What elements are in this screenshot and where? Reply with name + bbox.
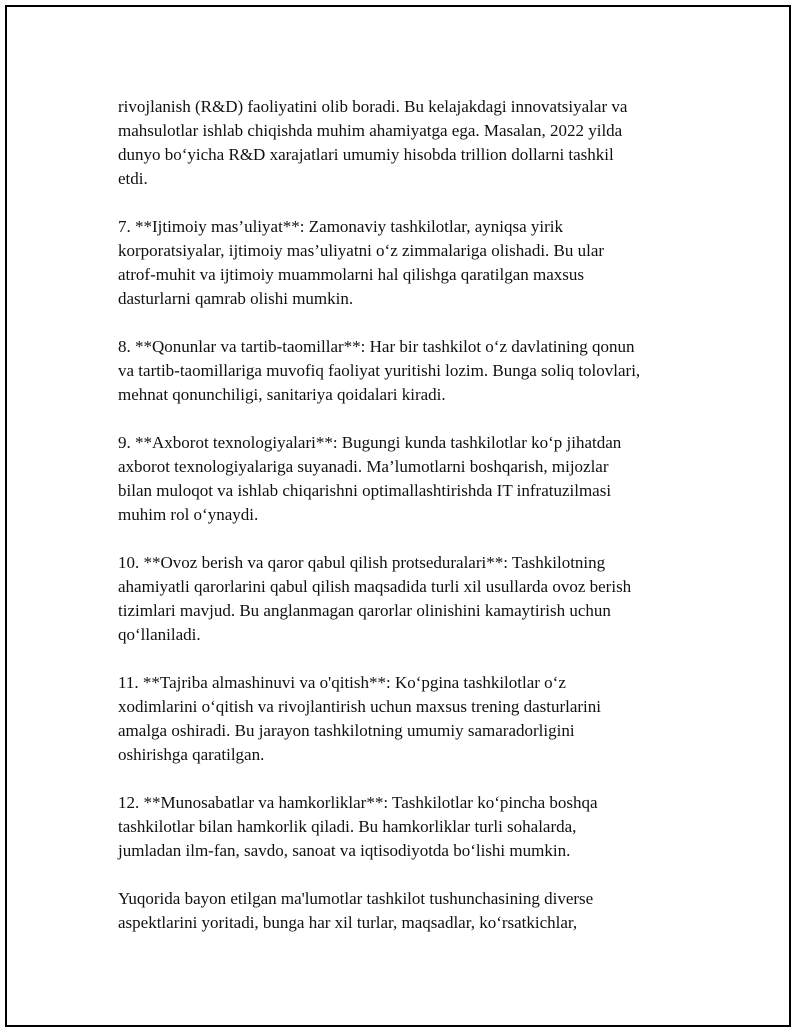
paragraph-laws-and-procedures: 8. **Qonunlar va tartib-taomillar**: Har bir tashkilot o‘z davlatining qonun va tartib-taomillariga muvofiq faoliyat yuritishi lozim. Bunga soliq tolovlari, mehnat qonunchiligi, sanitariya qoidalari kiradi. <box>118 337 641 404</box>
paragraph-social-responsibility: 7. **Ijtimoiy mas’uliyat**: Zamonaviy tashkilotlar, ayniqsa yirik korporatsiyalar, ijtimoiy mas’uliyatni o‘z zimmalariga olishadi. Bu ular atrof-muhit va ijtimoiy muammolarni hal qilishga qaratilgan maxsus dasturlarni qamrab olishi mumkin. <box>118 217 605 308</box>
paragraph-information-technology: 9. **Axborot texnologiyalari**: Bugungi kunda tashkilotlar ko‘p jihatdan axborot texnologiyalariga suyanadi. Ma’lumotlarni boshqarish, mijozlar bilan muloqot va ishlab chiqarishni optimallashtirishda IT infratuzilmasi muhim rol o‘ynaydi. <box>118 433 622 524</box>
paragraph-rnd-continuation: rivojlanish (R&D) faoliyatini olib boradi. Bu kelajakdagi innovatsiyalar va mahsulotlar ishlab chiqishda muhim ahamiyatga ega. Masalan, 2022 yilda dunyo bo‘yicha R&D xarajatlari umumiy hisobda trillion dollarni tashkil etdi. <box>118 97 628 188</box>
paragraph-training-exchange: 11. **Tajriba almashinuvi va o'qitish**: Ko‘pgina tashkilotlar o‘z xodimlarini o‘qitish va rivojlantirish uchun maxsus trening dasturlarini amalga oshiradi. Bu jarayon tashkilotning umumiy samaradorligini oshirishga qaratilgan. <box>118 673 602 764</box>
paragraph-voting-procedures: 10. **Ovoz berish va qaror qabul qilish protseduralari**: Tashkilotning ahamiyatli qarorlarini qabul qilish maqsadida turli xil usullarda ovoz berish tizimlari mavjud. Bu anglanmagan qarorlar olinishini kamaytirish uchun qo‘llaniladi. <box>118 553 632 644</box>
document-body <box>118 95 698 935</box>
paragraph-summary: Yuqorida bayon etilgan ma'lumotlar tashkilot tushunchasining diverse aspektlarini yoritadi, bunga har xil turlar, maqsadlar, ko‘rsatkichlar, <box>118 889 594 932</box>
paragraph-partnerships: 12. **Munosabatlar va hamkorliklar**: Tashkilotlar ko‘pincha boshqa tashkilotlar bilan hamkorlik qiladi. Bu hamkorliklar turli sohalarda, jumladan ilm-fan, savdo, sanoat va iqtisodiyotda bo‘lishi mumkin. <box>118 793 598 860</box>
